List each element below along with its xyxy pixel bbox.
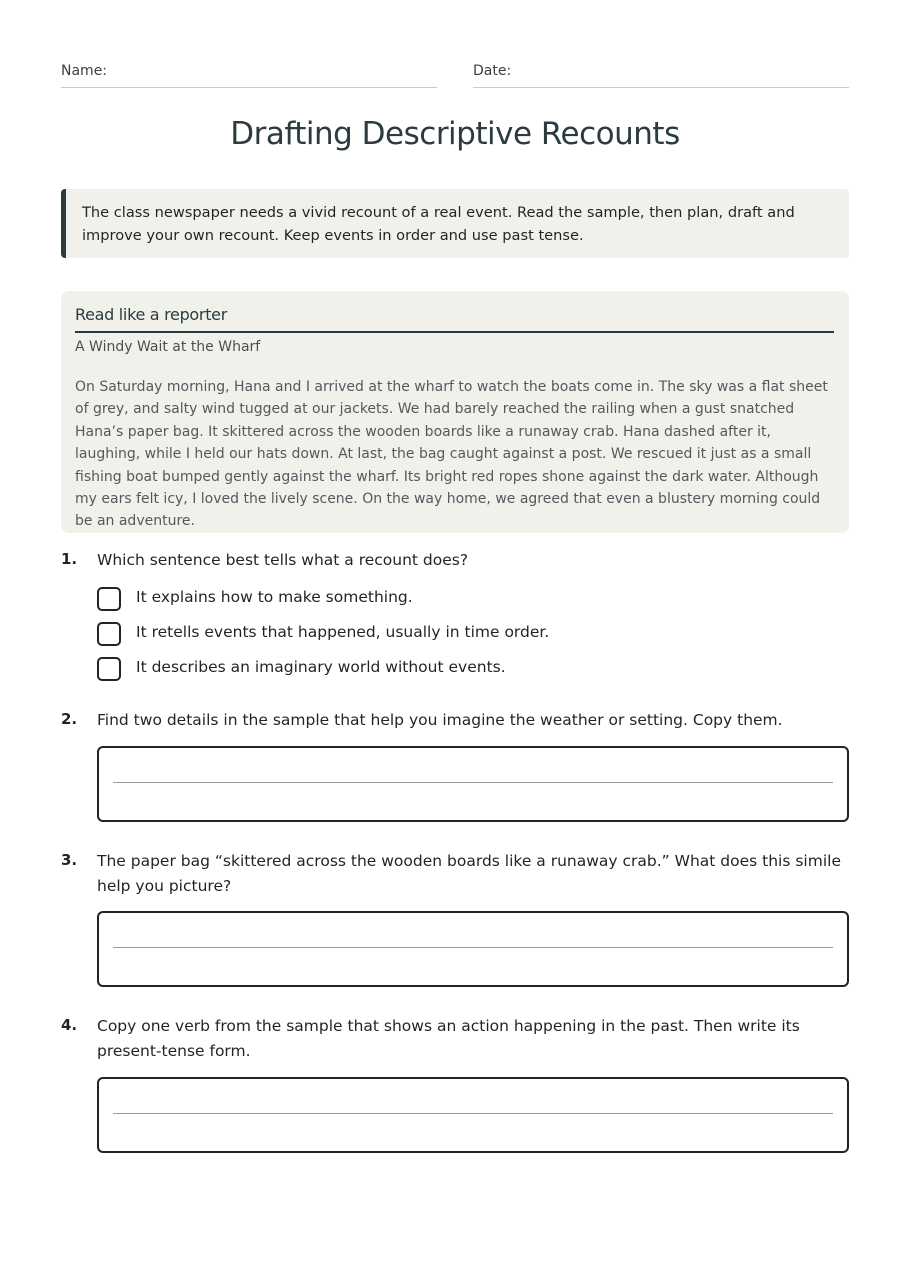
answer-box[interactable]	[97, 746, 849, 822]
answer-line	[113, 1113, 833, 1114]
answer-box[interactable]	[97, 1077, 849, 1153]
question-number: 2.	[61, 710, 78, 728]
name-field[interactable]	[61, 60, 437, 88]
intro-callout: The class newspaper needs a vivid recount of a real event. Read the sample, then plan, draft and improve your own recount. Keep events in order and use past tense.	[61, 189, 849, 258]
checkbox[interactable]	[97, 622, 121, 646]
date-label: Date:	[473, 63, 512, 79]
question-text: Which sentence best tells what a recount does?	[97, 551, 469, 569]
sample-heading: Read like a reporter	[75, 305, 834, 333]
checkbox[interactable]	[97, 657, 121, 681]
question-number: 1.	[61, 550, 78, 568]
option-label: It retells events that happened, usually in time order.	[136, 623, 550, 641]
option-label: It explains how to make something.	[136, 588, 413, 606]
answer-line	[113, 782, 833, 783]
question-text: Find two details in the sample that help you imagine the weather or setting. Copy them.	[97, 711, 783, 729]
question-text: The paper bag “skittered across the wooden boards like a runaway crab.” What does this simile help you picture?	[97, 852, 841, 895]
name-label: Name:	[61, 63, 108, 79]
checkbox[interactable]	[97, 587, 121, 611]
question-number: 3.	[61, 851, 78, 869]
question-number: 4.	[61, 1016, 78, 1034]
sample-text: On Saturday morning, Hana and I arrived at the wharf to watch the boats come in. The sky was a flat sheet of grey, and salty wind tugged at our jackets. We had barely reached the railing when a gust snatched Hana’s paper bag. It skittered across the wooden boards like a runaway crab. Hana dashed after it, laughing, while I held our hats down. At last, the bag caught against a post. We rescued it just as a small fishing boat bumped gently against the wharf. Its bright red ropes shone against the dark water. Although my ears felt icy, I loved the lively scene. On the way home, we agreed that even a blustery morning could be an adventure.	[75, 379, 828, 530]
date-field[interactable]	[473, 60, 849, 88]
sample-panel	[61, 291, 849, 533]
sample-subtitle: A Windy Wait at the Wharf	[75, 339, 261, 355]
answer-box[interactable]	[97, 911, 849, 987]
option-label: It describes an imaginary world without events.	[136, 658, 506, 676]
answer-line	[113, 947, 833, 948]
page-title: Drafting Descriptive Recounts	[230, 116, 680, 152]
header-fields	[61, 60, 849, 88]
question-text: Copy one verb from the sample that shows an action happening in the past. Then write its present-tense form.	[97, 1017, 800, 1060]
